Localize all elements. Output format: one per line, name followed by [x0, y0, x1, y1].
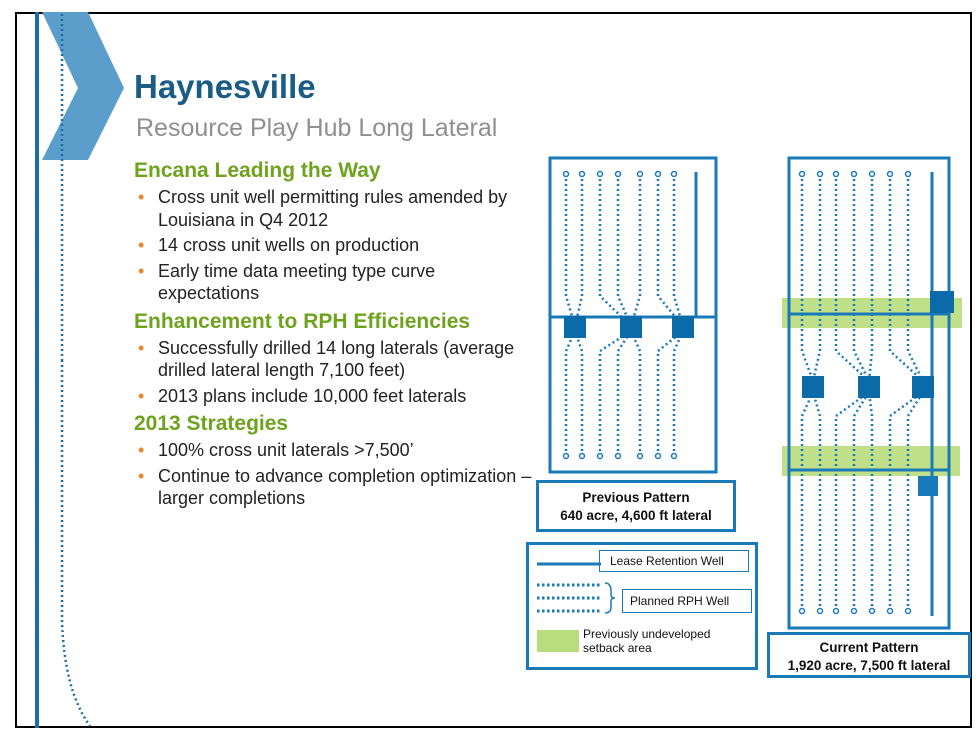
list-item: • 2013 plans include 10,000 feet laterals: [134, 385, 534, 408]
section-strategies: [134, 411, 534, 510]
list-item: • Continue to advance completion optimization – larger completions: [134, 465, 534, 510]
planned-rph-well: [854, 392, 869, 611]
previous-pad-group: [564, 316, 694, 338]
well-toe: [580, 172, 585, 177]
well-toe: [852, 609, 857, 614]
well-pad: [912, 376, 934, 398]
planned-rph-well: [813, 392, 820, 611]
legend: [526, 542, 758, 670]
list-item: • 100% cross unit laterals >7,500’: [134, 439, 534, 462]
well-toe: [564, 172, 569, 177]
well-toe: [852, 172, 857, 177]
planned-rph-well: [836, 174, 869, 381]
list-item: • Early time data meeting type curve expectations: [134, 260, 534, 305]
section-heading: Enhancement to RPH Efficiencies: [134, 309, 471, 333]
current-pattern-title: Current Pattern: [819, 640, 919, 655]
well-pad: [672, 316, 694, 338]
planned-rph-well: [869, 174, 872, 381]
well-toe: [834, 609, 839, 614]
previous-pattern-diagram: [548, 156, 718, 474]
well-toe: [818, 609, 823, 614]
current-pattern-label: [767, 632, 971, 678]
well-pad: [802, 376, 824, 398]
well-toe: [888, 172, 893, 177]
previous-pattern-label: [536, 480, 736, 532]
section-heading: Encana Leading the Way: [134, 159, 381, 182]
previous-pattern-detail: 640 acre, 4,600 ft lateral: [560, 508, 712, 523]
planned-rph-well: [869, 392, 872, 611]
section-heading: 2013 Strategies: [134, 412, 289, 435]
page-title: Haynesville: [134, 68, 316, 105]
bullet-content: [134, 158, 534, 514]
legend-lease-label: Lease Retention Well: [610, 554, 724, 568]
section-efficiencies: [134, 309, 534, 408]
legend-lease-line: [537, 559, 601, 569]
well-toe: [906, 172, 911, 177]
decorative-chevron-graphic: [0, 0, 140, 744]
well-toe: [616, 454, 621, 459]
well-toe: [616, 172, 621, 177]
list-item: • Cross unit well permitting rules amended by Louisiana in Q4 2012: [134, 186, 534, 231]
well-toe: [870, 609, 875, 614]
well-toe: [638, 454, 643, 459]
legend-setback-label: Previously undeveloped setback area: [583, 627, 711, 655]
well-toe: [870, 172, 875, 177]
well-toe: [656, 172, 661, 177]
well-toe: [818, 172, 823, 177]
section-leading: [134, 158, 534, 305]
well-pad: [918, 476, 938, 496]
well-toe: [638, 172, 643, 177]
well-toe: [672, 172, 677, 177]
planned-rph-well: [908, 392, 923, 611]
well-toe: [888, 609, 893, 614]
well-pad: [564, 316, 586, 338]
well-toe: [598, 172, 603, 177]
legend-planned-box: [622, 589, 752, 613]
well-toe: [598, 454, 603, 459]
planned-rph-well: [890, 174, 923, 381]
well-toe: [800, 172, 805, 177]
bullet-list: [134, 337, 534, 408]
current-pattern-detail: 1,920 acre, 7,500 ft lateral: [787, 658, 951, 673]
bullet-list: [134, 439, 534, 510]
planned-rph-well: [802, 392, 813, 611]
well-toe: [834, 172, 839, 177]
list-item: • Successfully drilled 14 long laterals (average drilled lateral length 7,100 feet): [134, 337, 534, 382]
planned-rph-well: [802, 174, 813, 381]
well-pad: [620, 316, 642, 338]
planned-rph-well: [836, 392, 869, 611]
well-toe: [906, 609, 911, 614]
list-item: • 14 cross unit wells on production: [134, 234, 534, 257]
previous-pattern-title: Previous Pattern: [582, 490, 690, 505]
well-toe: [580, 454, 585, 459]
well-toe: [564, 454, 569, 459]
planned-rph-well: [890, 392, 923, 611]
planned-rph-well: [908, 174, 923, 381]
current-pattern-diagram: [780, 156, 964, 634]
well-toe: [656, 454, 661, 459]
well-toe: [800, 609, 805, 614]
legend-planned-label: Planned RPH Well: [630, 594, 730, 608]
well-toe: [672, 454, 677, 459]
planned-rph-well: [854, 174, 869, 381]
legend-lease-box: [599, 550, 749, 572]
bullet-list: [134, 186, 534, 305]
well-pad: [858, 376, 880, 398]
planned-rph-well: [813, 174, 820, 381]
page-subtitle: Resource Play Hub Long Lateral: [136, 114, 498, 142]
well-pad: [930, 291, 954, 313]
legend-setback-swatch: [537, 630, 579, 652]
legend-planned-lines: [537, 581, 617, 621]
